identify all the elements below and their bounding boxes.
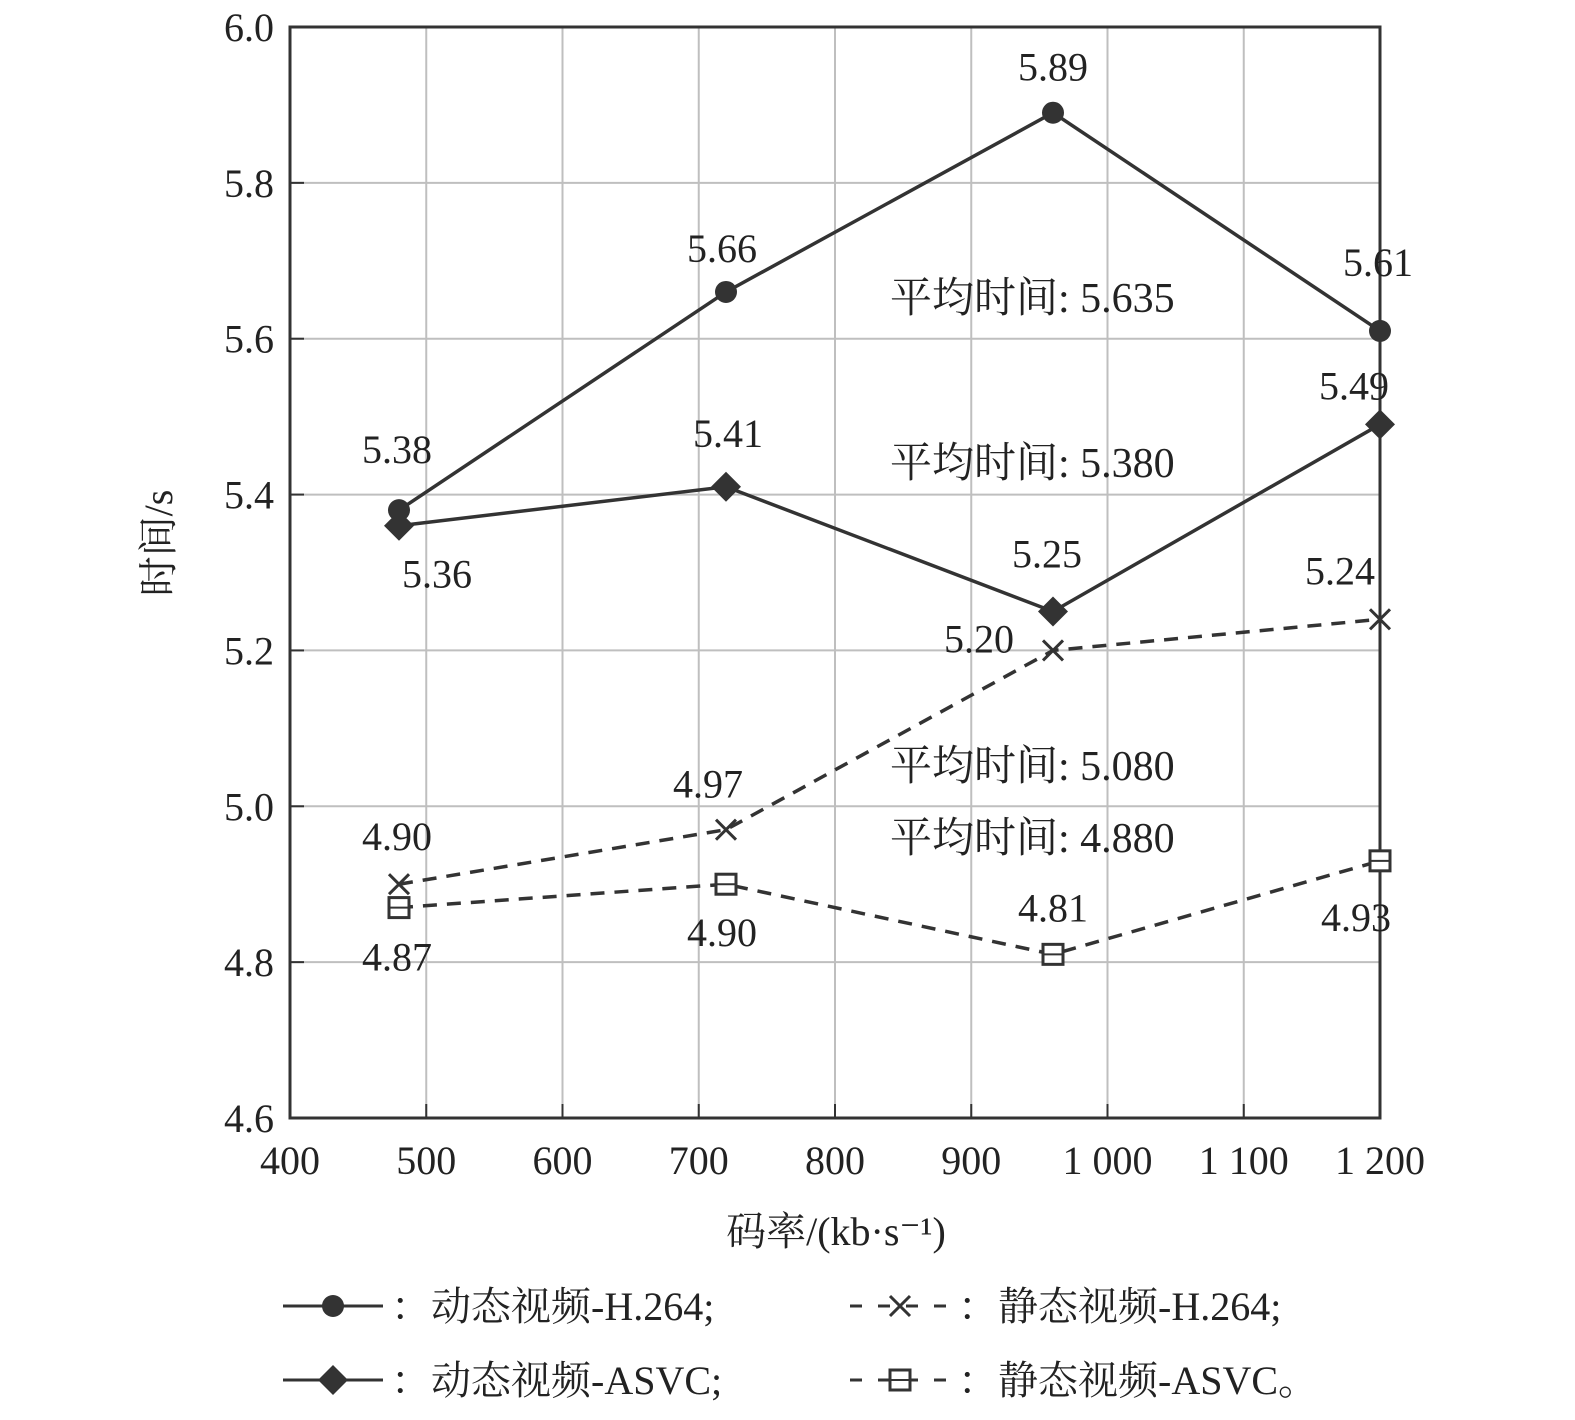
legend-marker <box>318 1365 348 1395</box>
data-label: 4.87 <box>362 934 432 980</box>
y-tick-label: 5.0 <box>224 784 274 830</box>
x-tick-label: 600 <box>532 1138 593 1183</box>
data-label: 5.49 <box>1319 363 1389 409</box>
data-point-diamond <box>384 511 414 541</box>
x-tick-label: 700 <box>668 1138 729 1183</box>
data-label: 5.24 <box>1305 548 1375 594</box>
average-time-annotation: 平均时间: 5.080 <box>890 744 1175 790</box>
y-tick-label: 4.6 <box>224 1096 274 1141</box>
data-label: 5.25 <box>1012 531 1082 577</box>
average-time-annotation: 平均时间: 5.635 <box>890 276 1175 322</box>
data-point-diamond <box>1038 596 1068 626</box>
data-point-diamond <box>711 472 741 502</box>
data-label: 4.90 <box>362 814 432 860</box>
x-tick-label: 800 <box>805 1138 865 1183</box>
data-label: 5.89 <box>1018 44 1088 90</box>
y-axis-label: 时间/s <box>136 489 181 597</box>
x-tick-label: 900 <box>941 1138 1002 1183</box>
data-label: 5.36 <box>402 551 472 597</box>
data-label: 5.66 <box>687 225 757 271</box>
data-point-circle <box>715 281 737 303</box>
legend <box>283 1284 1318 1403</box>
y-tick-label: 5.2 <box>224 628 274 674</box>
y-tick-label: 6.0 <box>224 5 274 50</box>
data-label: 4.90 <box>687 910 757 956</box>
data-label: 4.81 <box>1018 885 1088 931</box>
data-label: 5.61 <box>1343 239 1413 285</box>
x-tick-label: 500 <box>396 1138 457 1183</box>
legend-entry-label: ：动态视频-ASVC; <box>391 1358 723 1403</box>
y-tick-label: 4.8 <box>224 940 274 986</box>
x-axis-label: 码率/(kb·s⁻¹) <box>726 1209 946 1254</box>
y-tick-label: 5.8 <box>224 160 274 206</box>
legend-entry-label: ：静态视频-H.264; <box>958 1284 1282 1329</box>
data-label: 5.41 <box>693 410 763 456</box>
y-tick-label: 5.6 <box>224 316 274 362</box>
data-point-circle <box>1369 320 1391 342</box>
x-tick-label: 400 <box>260 1138 320 1183</box>
data-label: 5.38 <box>362 427 432 473</box>
data-label: 4.97 <box>673 761 743 807</box>
y-tick-label: 5.4 <box>224 472 274 518</box>
data-point-circle <box>1042 102 1064 124</box>
average-time-annotation: 平均时间: 5.380 <box>890 441 1175 487</box>
series-line-4 <box>399 861 1380 955</box>
legend-entry-label: ：静态视频-ASVC。 <box>958 1358 1319 1403</box>
legend-entry-label: ：动态视频-H.264; <box>391 1284 715 1329</box>
average-time-annotation: 平均时间: 4.880 <box>890 816 1175 862</box>
x-tick-label: 1 100 <box>1198 1138 1289 1183</box>
x-tick-label: 1 200 <box>1335 1138 1425 1183</box>
x-tick-label: 1 000 <box>1062 1138 1153 1183</box>
data-label: 4.93 <box>1321 894 1391 940</box>
legend-marker <box>322 1295 344 1317</box>
data-label: 5.20 <box>944 616 1014 662</box>
data-point-diamond <box>1365 409 1395 439</box>
